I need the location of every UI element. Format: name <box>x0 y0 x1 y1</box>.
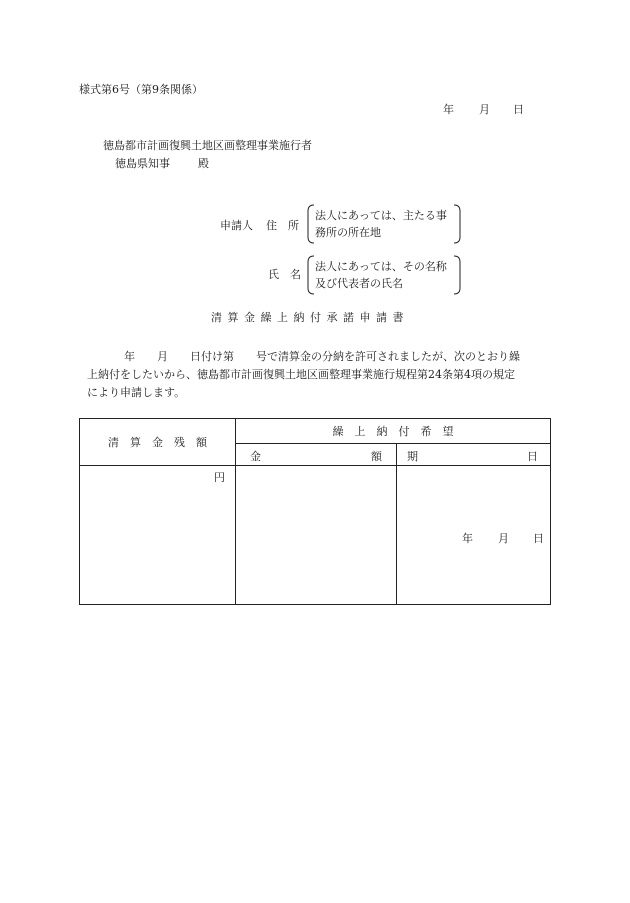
date-month-label: 月 <box>479 103 490 116</box>
name-label: 氏 名 <box>268 268 301 281</box>
remaining-balance-header-text: 清 算 金 残 額 <box>108 436 207 449</box>
remaining-balance-header <box>80 419 236 466</box>
date-header <box>397 444 551 466</box>
body-line-1: 年 月 日付け第 号で清算金の分納を許可されましたが、次のとおり繰 <box>124 350 520 363</box>
early-date-cell[interactable] <box>397 466 551 605</box>
name-note-line1: 法人にあっては、その名称 <box>315 260 447 273</box>
date-year-label: 年 <box>443 103 454 116</box>
amount-header <box>236 444 397 466</box>
form-number: 様式第6号（第9条関係） <box>79 83 203 96</box>
cell-month-label: 月 <box>498 532 509 545</box>
body-line-3: により申請します。 <box>87 386 186 399</box>
addressee-org: 徳島都市計画復興土地区画整理事業施行者 <box>103 139 312 152</box>
early-amount-cell[interactable] <box>236 466 397 605</box>
date-day-label: 日 <box>513 103 524 116</box>
name-note-line2: 及び代表者の氏名 <box>315 277 403 290</box>
amount-header-right: 額 <box>371 450 382 463</box>
addressee-honorific: 殿 <box>198 157 209 170</box>
amount-header-left: 金 <box>250 450 261 463</box>
early-payment-header <box>236 419 551 444</box>
address-note-bracket <box>306 204 462 244</box>
early-payment-header-text: 繰 上 納 付 希 望 <box>332 425 454 438</box>
applicant-label: 申請人 <box>220 219 253 232</box>
address-label: 住 所 <box>266 219 299 232</box>
addressee-person: 徳島県知事 <box>115 157 170 170</box>
date-header-left: 期 <box>407 450 418 463</box>
yen-unit: 円 <box>214 471 225 484</box>
date-header-right: 日 <box>527 450 538 463</box>
remaining-balance-cell[interactable] <box>80 466 236 605</box>
name-note-bracket <box>306 255 462 295</box>
document-title: 清 算 金 繰 上 納 付 承 諾 申 請 書 <box>211 311 405 324</box>
address-note-line1: 法人にあっては、主たる事 <box>315 209 447 222</box>
cell-year-label: 年 <box>462 532 473 545</box>
address-note-line2: 務所の所在地 <box>315 226 381 239</box>
body-line-2: 上納付をしたいから、徳島都市計画復興土地区画整理事業施行規程第24条第4項の規定 <box>87 368 515 381</box>
cell-day-label: 日 <box>533 532 544 545</box>
settlement-table <box>79 418 551 605</box>
